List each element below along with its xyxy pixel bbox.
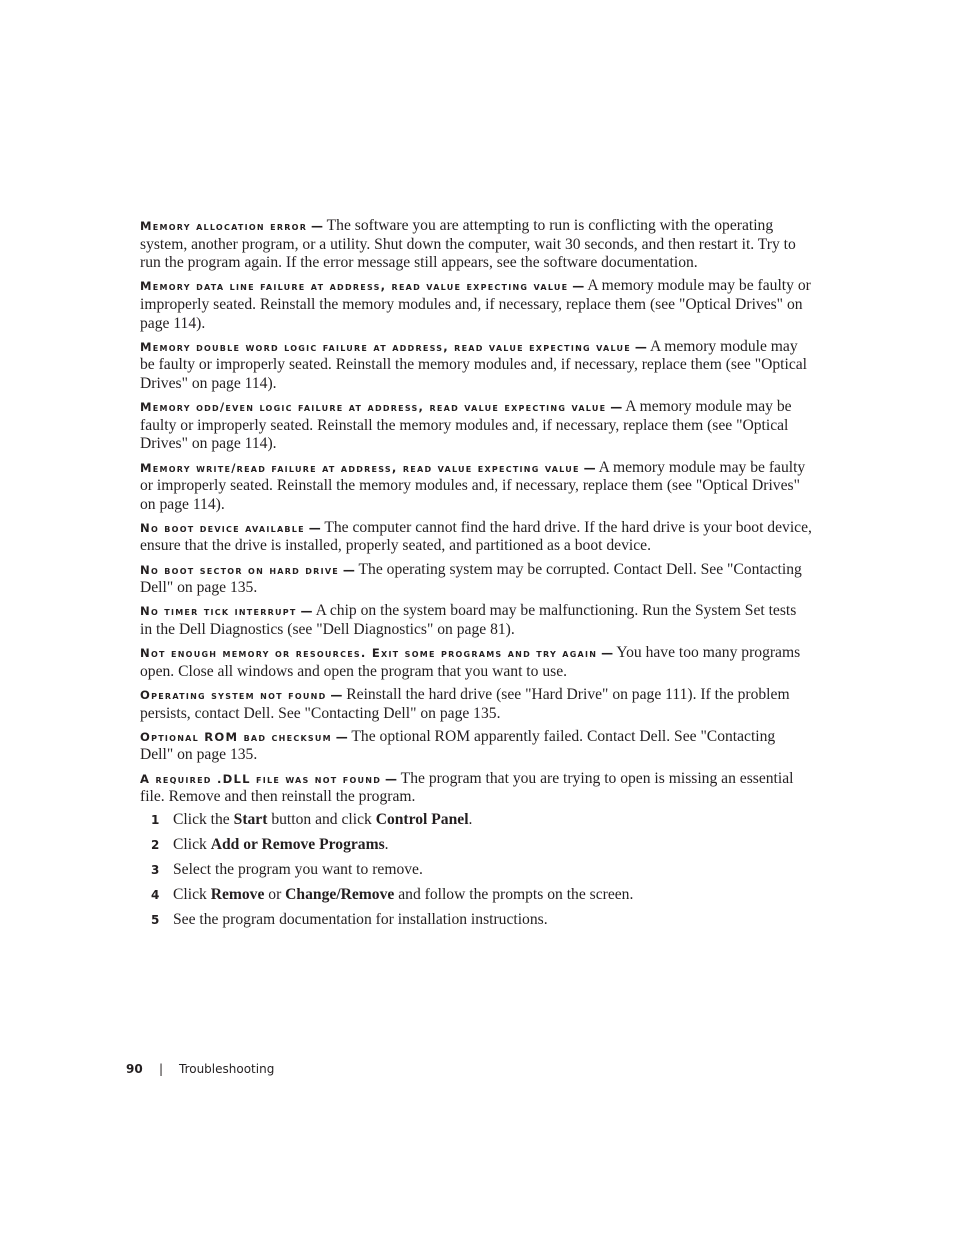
em-dash: — <box>583 460 596 475</box>
em-dash: — <box>311 219 324 233</box>
step-number: 4 <box>151 888 160 903</box>
error-term: Memory double word logic failure at address, read value expecting value <box>140 339 631 354</box>
em-dash: — <box>308 520 321 535</box>
step-item <box>140 836 812 861</box>
error-entry <box>140 277 812 333</box>
page-footer <box>126 1062 275 1076</box>
error-description: A memory module may be faulty or improperly seated. Reinstall the memory modules and, if necessary, replace them (see "Optical Drives" on page 114). <box>140 277 811 332</box>
error-entry <box>140 398 812 454</box>
error-description: A memory module may be faulty or improperly seated. Reinstall the memory modules and, if necessary, replace them (see "Optical Drives" on page 114). <box>140 458 806 513</box>
error-term: Memory allocation error <box>140 219 308 233</box>
step-text: button and click <box>267 811 376 829</box>
error-entry <box>140 770 812 807</box>
error-description: A memory module may be faulty or improperly seated. Reinstall the memory modules and, if necessary, replace them (see "Optical Drives" on page 114). <box>140 337 807 392</box>
error-term: Optional ROM bad checksum <box>140 729 332 744</box>
step-item <box>140 886 812 911</box>
error-entry <box>140 338 812 394</box>
em-dash: — <box>572 279 585 294</box>
error-description: The computer cannot find the hard drive. If the hard drive is your boot device, ensure that the drive is installed, properly seated, and partitioned as a boot device. <box>140 518 812 555</box>
step-text: . <box>468 811 473 829</box>
page-number: 90 <box>126 1062 143 1076</box>
ui-term: Start <box>233 811 268 829</box>
error-term: No timer tick interrupt <box>140 604 297 619</box>
error-term: A required .DLL file was not found <box>140 771 382 786</box>
step-text: . <box>384 836 389 854</box>
error-entry <box>140 644 812 681</box>
step-text: Click <box>173 886 211 904</box>
ui-term: Remove <box>210 886 265 904</box>
em-dash: — <box>601 646 614 661</box>
em-dash: — <box>610 400 623 415</box>
error-entry <box>140 686 812 723</box>
step-number: 3 <box>151 863 160 878</box>
error-entry <box>140 561 812 598</box>
error-description: The operating system may be corrupted. Contact Dell. See "Contacting Dell" on page 135. <box>140 560 802 597</box>
error-term: Operating system not found <box>140 688 327 702</box>
error-description: The program that you are trying to open is missing an essential file. Remove and then reinstall the program. <box>140 769 794 806</box>
error-entry <box>140 217 812 273</box>
step-number: 1 <box>151 813 160 828</box>
step-number: 2 <box>151 838 160 853</box>
footer-separator: | <box>159 1062 164 1076</box>
step-text: and follow the prompts on the screen. <box>394 886 634 904</box>
error-description: A chip on the system board may be malfunctioning. Run the System Set tests in the Dell Diagnostics (see "Dell Diagnostics" on page 81). <box>140 602 797 639</box>
error-description: A memory module may be faulty or improperly seated. Reinstall the memory modules and, if necessary, replace them (see "Optical Drives" on page 114). <box>140 398 792 453</box>
section-title: Troubleshooting <box>179 1062 275 1076</box>
error-term: Memory write/read failure at address, read value expecting value <box>140 460 580 475</box>
step-item <box>140 861 812 886</box>
error-entry <box>140 602 812 639</box>
em-dash: — <box>342 562 355 577</box>
error-term: Not enough memory or resources. Exit some programs and try again <box>140 646 598 661</box>
step-text: Click the <box>173 811 234 829</box>
step-text: Select the program you want to remove. <box>173 861 423 879</box>
error-term: Memory odd/even logic failure at address, read value expecting value <box>140 400 607 415</box>
error-entry <box>140 728 812 765</box>
error-entry <box>140 519 812 556</box>
error-message-list <box>140 217 812 807</box>
error-term: No boot device available <box>140 520 305 535</box>
step-text: See the program documentation for installation instructions. <box>173 911 548 929</box>
step-item <box>140 911 812 936</box>
error-description: The software you are attempting to run is conflicting with the operating system, another program, or a utility. Shut down the computer, wait 30 seconds, and then restart it. Try to run the program again. If the error message still appears, see the software documentation. <box>140 217 796 272</box>
em-dash: — <box>300 604 313 619</box>
ui-term: Add or Remove Programs <box>210 836 385 854</box>
step-item <box>140 811 812 836</box>
error-description: The optional ROM apparently failed. Contact Dell. See "Contacting Dell" on page 135. <box>140 727 776 764</box>
error-description: Reinstall the hard drive (see "Hard Drive" on page 111). If the problem persists, contact Dell. See "Contacting Dell" on page 135. <box>140 686 790 722</box>
em-dash: — <box>330 688 343 702</box>
step-number: 5 <box>151 913 160 928</box>
error-term: No boot sector on hard drive <box>140 562 339 577</box>
error-description: You have too many programs open. Close all windows and open the program that you want to use. <box>140 644 801 680</box>
removal-steps <box>140 811 812 936</box>
em-dash: — <box>385 771 398 786</box>
error-term: Memory data line failure at address, read value expecting value <box>140 279 569 294</box>
em-dash: — <box>335 729 348 744</box>
page-content <box>140 217 812 936</box>
step-text: or <box>264 886 286 904</box>
ui-term: Control Panel <box>375 811 469 829</box>
em-dash: — <box>634 339 647 354</box>
error-entry <box>140 459 812 515</box>
ui-term: Change/Remove <box>285 886 395 904</box>
step-text: Click <box>173 836 211 854</box>
